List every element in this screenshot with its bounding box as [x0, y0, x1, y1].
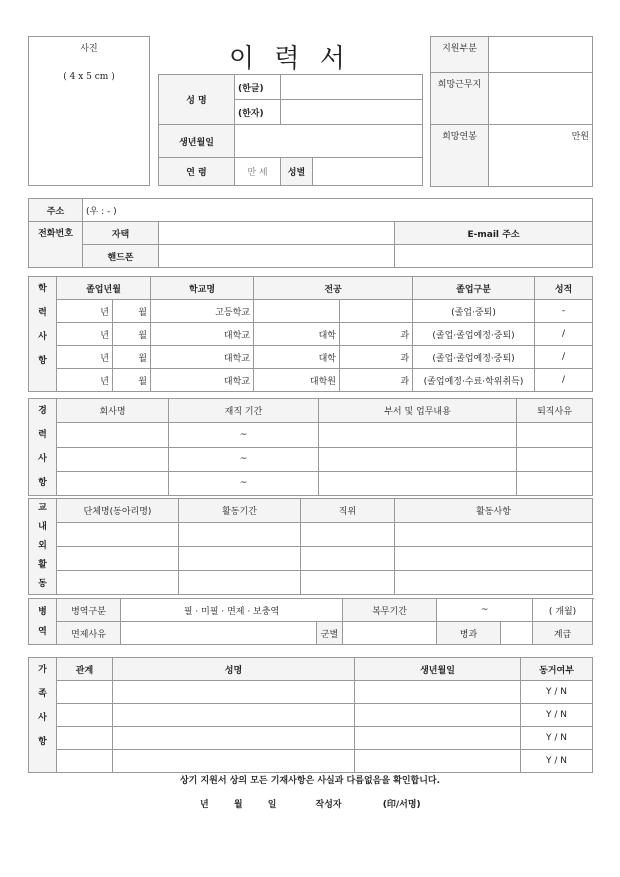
- military-period-tilde[interactable]: ~: [437, 599, 533, 622]
- family-relation[interactable]: [57, 727, 113, 750]
- family-name[interactable]: [113, 750, 355, 773]
- edu-header-date: 졸업년월: [57, 277, 151, 300]
- career-company[interactable]: [57, 447, 169, 471]
- address-label: 주소: [29, 199, 83, 222]
- name-hanja-field[interactable]: [281, 100, 423, 125]
- activity-group[interactable]: [57, 571, 179, 595]
- email-field[interactable]: [395, 245, 593, 268]
- family-header-birth: 생년월일: [355, 658, 521, 681]
- edu-major-dept[interactable]: 과: [340, 346, 413, 369]
- dept-label: 지원부분: [431, 37, 489, 73]
- email-label: E-mail 주소: [395, 222, 593, 245]
- photo-size: ( 4 x 5 cm ): [63, 72, 115, 82]
- career-reason[interactable]: [517, 471, 593, 495]
- birth-label: 생년월일: [159, 125, 235, 158]
- table-row[interactable]: [29, 346, 593, 369]
- contact-table: [28, 198, 593, 268]
- career-period[interactable]: ~: [169, 423, 319, 447]
- salary-field[interactable]: 만원: [489, 125, 593, 187]
- career-dept[interactable]: [319, 471, 517, 495]
- activity-header-content: 활동사항: [395, 499, 593, 523]
- edu-major-dept[interactable]: 과: [340, 323, 413, 346]
- table-row[interactable]: [29, 750, 593, 773]
- military-period-months[interactable]: ( 개월): [533, 599, 593, 622]
- edu-major-dept[interactable]: [340, 300, 413, 323]
- family-name[interactable]: [113, 681, 355, 704]
- edu-major-dept[interactable]: 과: [340, 369, 413, 392]
- activity-period[interactable]: [179, 547, 301, 571]
- table-row[interactable]: [29, 447, 593, 471]
- education-table: [28, 276, 593, 392]
- edu-school[interactable]: 대학교: [151, 323, 254, 346]
- sign-year[interactable]: 년: [200, 800, 209, 810]
- edu-grade[interactable]: /: [535, 323, 593, 346]
- career-header-company: 회사명: [57, 399, 169, 423]
- table-row[interactable]: [29, 523, 593, 547]
- hangul-label: (한글): [235, 75, 281, 100]
- table-row[interactable]: [29, 704, 593, 727]
- table-row[interactable]: [29, 727, 593, 750]
- activity-header-group: 단체명(동아리명): [57, 499, 179, 523]
- edu-header-school: 학교명: [151, 277, 254, 300]
- career-header-dept: 부서 및 업무내용: [319, 399, 517, 423]
- family-table: [28, 657, 593, 773]
- edu-status[interactable]: (졸업·졸업예정·중퇴): [413, 346, 535, 369]
- activity-group[interactable]: [57, 547, 179, 571]
- edu-year[interactable]: 년: [57, 346, 113, 369]
- edu-grade[interactable]: -: [535, 300, 593, 323]
- name-hangul-field[interactable]: [281, 75, 423, 100]
- location-field[interactable]: [489, 73, 593, 125]
- address-field[interactable]: (우 : - ): [83, 199, 593, 222]
- activity-period[interactable]: [179, 571, 301, 595]
- edu-header-major: 전공: [254, 277, 413, 300]
- sign-day[interactable]: 일: [267, 800, 277, 810]
- writer-label: 작성자: [315, 800, 342, 810]
- phone-label: 전화번호: [29, 222, 83, 268]
- edu-major-college[interactable]: 대학: [254, 323, 340, 346]
- military-branch-label: 군별: [317, 622, 343, 645]
- mobile-label: 핸드폰: [83, 245, 159, 268]
- salary-label: 희망연봉: [431, 125, 489, 187]
- military-rank-label: 병과: [437, 622, 501, 645]
- edu-month[interactable]: 월: [113, 346, 151, 369]
- family-header-relation: 관계: [57, 658, 113, 681]
- gender-label: 성별: [281, 158, 313, 186]
- table-row[interactable]: [29, 571, 593, 595]
- confirmation-statement: 상기 지원서 상의 모든 기재사항은 사실과 다름없음을 확인합니다.: [179, 776, 441, 786]
- personal-info-table: [158, 74, 423, 186]
- hanja-label: (한자): [235, 100, 281, 125]
- military-branch-field[interactable]: [343, 622, 437, 645]
- family-relation[interactable]: [57, 750, 113, 773]
- edu-school[interactable]: 대학교: [151, 346, 254, 369]
- photo-label: 사진: [80, 44, 98, 54]
- edu-grade[interactable]: /: [535, 346, 593, 369]
- edu-header-status: 졸업구분: [413, 277, 535, 300]
- edu-header-grade: 성적: [535, 277, 593, 300]
- family-birth[interactable]: [355, 704, 521, 727]
- edu-status[interactable]: (졸업예정·수료·학위취득): [413, 369, 535, 392]
- activity-position[interactable]: [301, 523, 395, 547]
- family-cohabit[interactable]: Y / N: [521, 750, 593, 773]
- dept-field[interactable]: [489, 37, 593, 73]
- family-relation[interactable]: [57, 704, 113, 727]
- education-side-label: 학 력 사 항: [29, 277, 57, 392]
- career-header-reason: 퇴직사유: [517, 399, 593, 423]
- family-side-label: 가 족 사 항: [29, 658, 57, 773]
- career-company[interactable]: [57, 471, 169, 495]
- age-field[interactable]: 만 세: [235, 158, 281, 186]
- age-label: 연 령: [159, 158, 235, 186]
- family-birth[interactable]: [355, 750, 521, 773]
- activity-header-position: 직위: [301, 499, 395, 523]
- activity-content[interactable]: [395, 571, 593, 595]
- edu-major-college[interactable]: [254, 300, 340, 323]
- career-reason[interactable]: [517, 447, 593, 471]
- edu-school[interactable]: 고등학교: [151, 300, 254, 323]
- table-row[interactable]: [29, 323, 593, 346]
- military-rank-field[interactable]: [501, 622, 533, 645]
- activity-content[interactable]: [395, 547, 593, 571]
- sign-month[interactable]: 월: [233, 800, 243, 810]
- family-cohabit[interactable]: Y / N: [521, 704, 593, 727]
- family-birth[interactable]: [355, 681, 521, 704]
- military-exempt-label: 면제사유: [57, 622, 121, 645]
- table-row[interactable]: [29, 300, 593, 323]
- edu-school[interactable]: 대학교: [151, 369, 254, 392]
- table-row[interactable]: [29, 547, 593, 571]
- activity-position[interactable]: [301, 571, 395, 595]
- edu-month[interactable]: 월: [113, 369, 151, 392]
- edu-month[interactable]: 월: [113, 323, 151, 346]
- military-type-field[interactable]: 필 · 미필 · 면제 · 보충역: [121, 599, 343, 622]
- gender-field[interactable]: [313, 158, 423, 186]
- page-title: 이 력 서: [229, 44, 351, 74]
- military-table: [28, 598, 593, 645]
- edu-status[interactable]: (졸업·졸업예정·중퇴): [413, 323, 535, 346]
- signature-line: [200, 797, 421, 810]
- military-grade-label: 계급: [533, 622, 593, 645]
- activity-group[interactable]: [57, 523, 179, 547]
- table-row[interactable]: [29, 681, 593, 704]
- activity-period[interactable]: [179, 523, 301, 547]
- military-type-label: 병역구분: [57, 599, 121, 622]
- family-name[interactable]: [113, 727, 355, 750]
- military-exempt-field[interactable]: [121, 622, 317, 645]
- career-company[interactable]: [57, 423, 169, 447]
- activity-content[interactable]: [395, 523, 593, 547]
- activity-header-period: 활동기간: [179, 499, 301, 523]
- family-header-cohabit: 동거여부: [521, 658, 593, 681]
- edu-month[interactable]: 월: [113, 300, 151, 323]
- photo-box[interactable]: [28, 36, 150, 186]
- table-row[interactable]: [29, 471, 593, 495]
- edu-year[interactable]: 년: [57, 369, 113, 392]
- family-cohabit[interactable]: Y / N: [521, 727, 593, 750]
- career-header-period: 재직 기간: [169, 399, 319, 423]
- activities-table: [28, 498, 593, 595]
- edu-year[interactable]: 년: [57, 323, 113, 346]
- career-reason[interactable]: [517, 423, 593, 447]
- name-label: 성 명: [159, 75, 235, 125]
- edu-year[interactable]: 년: [57, 300, 113, 323]
- apply-table: [430, 36, 593, 187]
- military-side-label: 병 역: [29, 599, 57, 645]
- table-row[interactable]: [29, 369, 593, 392]
- career-dept[interactable]: [319, 447, 517, 471]
- family-name[interactable]: [113, 704, 355, 727]
- mobile-phone-field[interactable]: [159, 245, 395, 268]
- seal-signature[interactable]: (印/서명): [382, 800, 421, 810]
- military-period-label: 복무기간: [343, 599, 437, 622]
- edu-major-college[interactable]: 대학: [254, 346, 340, 369]
- edu-grade[interactable]: /: [535, 369, 593, 392]
- table-row[interactable]: [29, 423, 593, 447]
- career-period[interactable]: ~: [169, 471, 319, 495]
- home-label: 자택: [83, 222, 159, 245]
- edu-major-college[interactable]: 대학원: [254, 369, 340, 392]
- career-table: [28, 398, 593, 496]
- activity-position[interactable]: [301, 547, 395, 571]
- family-cohabit[interactable]: Y / N: [521, 681, 593, 704]
- career-period[interactable]: ~: [169, 447, 319, 471]
- location-label: 희망근무지: [431, 73, 489, 125]
- family-relation[interactable]: [57, 681, 113, 704]
- edu-status[interactable]: (졸업·중퇴): [413, 300, 535, 323]
- birth-field[interactable]: [235, 125, 423, 158]
- activities-side-label: 교 내 외 활 동: [29, 499, 57, 595]
- family-header-name: 성명: [113, 658, 355, 681]
- career-dept[interactable]: [319, 423, 517, 447]
- family-birth[interactable]: [355, 727, 521, 750]
- career-side-label: 경 력 사 항: [29, 399, 57, 496]
- home-phone-field[interactable]: [159, 222, 395, 245]
